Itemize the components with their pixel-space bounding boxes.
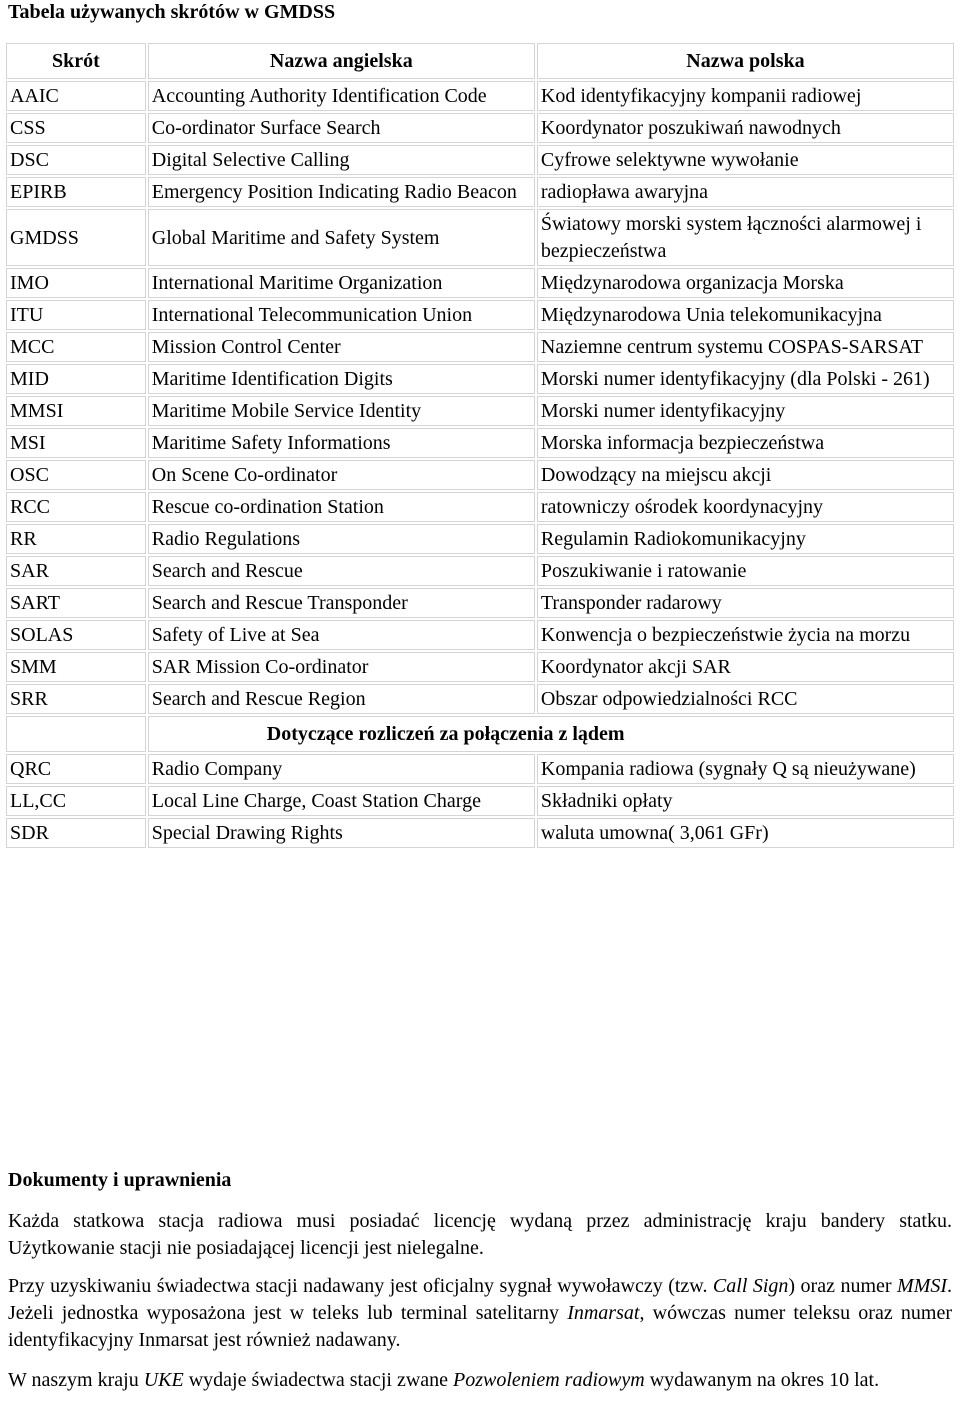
- table-header-row: [6, 43, 954, 79]
- polish-name-cell: radiopława awaryjna: [537, 177, 954, 207]
- polish-name-cell: Morski numer identyfikacyjny (dla Polski - 261): [537, 364, 954, 394]
- abbreviation-cell: SDR: [6, 818, 146, 848]
- text-segment: ) oraz numer: [788, 1275, 898, 1297]
- table-row: [6, 145, 954, 175]
- table-row: [6, 786, 954, 816]
- english-name-cell: International Maritime Organization: [148, 268, 535, 298]
- polish-name-cell: Regulamin Radiokomunikacyjny: [537, 524, 954, 554]
- polish-name-cell: Morski numer identyfikacyjny: [537, 396, 954, 426]
- abbreviation-cell: ITU: [6, 300, 146, 330]
- paragraph-uke: [8, 1367, 952, 1394]
- english-name-cell: Safety of Live at Sea: [148, 620, 535, 650]
- table-row: [6, 684, 954, 714]
- english-name-cell: Search and Rescue Region: [148, 684, 535, 714]
- abbreviation-cell: SOLAS: [6, 620, 146, 650]
- paragraph-license: Każda statkowa stacja radiowa musi posiadać licencję wydaną przez administrację kraju bandery statku. Użytkowanie stacji nie posiadającej licencji jest nielegalne.: [8, 1210, 952, 1259]
- english-name-cell: Radio Regulations: [148, 524, 535, 554]
- table-body: [6, 81, 954, 714]
- abbreviation-cell: EPIRB: [6, 177, 146, 207]
- table-row: [6, 588, 954, 618]
- polish-name-cell: Międzynarodowa Unia telekomunikacyjna: [537, 300, 954, 330]
- polish-name-cell: ratowniczy ośrodek koordynacyjny: [537, 492, 954, 522]
- abbreviation-cell: RR: [6, 524, 146, 554]
- table-row: [6, 396, 954, 426]
- table-row: [6, 209, 954, 266]
- text-segment: wydawanym na okres 10 lat.: [644, 1369, 880, 1391]
- table-row: [6, 492, 954, 522]
- paragraph-call-sign: [8, 1273, 952, 1354]
- abbreviation-cell: IMO: [6, 268, 146, 298]
- polish-name-cell: Koordynator akcji SAR: [537, 652, 954, 682]
- text-segment: , wówczas numer teleksu oraz numer identyfikacyjny Inmarsat jest również nadawany.: [8, 1302, 952, 1351]
- text-segment: W naszym kraju: [8, 1369, 144, 1391]
- english-name-cell: Digital Selective Calling: [148, 145, 535, 175]
- table-row: [6, 428, 954, 458]
- polish-name-cell: Koordynator poszukiwań nawodnych: [537, 113, 954, 143]
- table-row: [6, 364, 954, 394]
- english-name-cell: Radio Company: [148, 754, 535, 784]
- table-row: [6, 113, 954, 143]
- english-name-cell: Special Drawing Rights: [148, 818, 535, 848]
- polish-name-cell: Cyfrowe selektywne wywołanie: [537, 145, 954, 175]
- table-row: [6, 300, 954, 330]
- polish-name-cell: Dowodzący na miejscu akcji: [537, 460, 954, 490]
- english-name-cell: Maritime Safety Informations: [148, 428, 535, 458]
- text-segment: wydaje świadectwa stacji zwane: [183, 1369, 454, 1391]
- table-row: [6, 524, 954, 554]
- text-segment: Przy uzyskiwaniu świadectwa stacji nadawany jest oficjalny sygnał wywoławczy (tzw.: [8, 1275, 713, 1297]
- abbreviation-cell: MID: [6, 364, 146, 394]
- english-name-cell: SAR Mission Co-ordinator: [148, 652, 535, 682]
- abbreviation-cell: MCC: [6, 332, 146, 362]
- term-radio-permit: Pozwoleniem radiowym: [453, 1369, 645, 1391]
- abbreviation-cell: DSC: [6, 145, 146, 175]
- abbreviation-cell: GMDSS: [6, 209, 146, 266]
- polish-name-cell: Kod identyfikacyjny kompanii radiowej: [537, 81, 954, 111]
- english-name-cell: Mission Control Center: [148, 332, 535, 362]
- abbreviation-cell: SRR: [6, 684, 146, 714]
- table-row: [6, 177, 954, 207]
- table-row: [6, 268, 954, 298]
- abbreviation-cell: RCC: [6, 492, 146, 522]
- english-name-cell: Emergency Position Indicating Radio Beacon: [148, 177, 535, 207]
- header-polish-name: Nazwa polska: [537, 43, 954, 79]
- english-name-cell: Local Line Charge, Coast Station Charge: [148, 786, 535, 816]
- term-inmarsat: Inmarsat: [567, 1302, 640, 1324]
- abbreviation-cell: LL,CC: [6, 786, 146, 816]
- polish-name-cell: Międzynarodowa organizacja Morska: [537, 268, 954, 298]
- table-row: [6, 556, 954, 586]
- table-row: [6, 818, 954, 848]
- polish-name-cell: Poszukiwanie i ratowanie: [537, 556, 954, 586]
- abbreviation-cell: OSC: [6, 460, 146, 490]
- table-row: [6, 754, 954, 784]
- section-heading-row: [6, 716, 954, 752]
- english-name-cell: Rescue co-ordination Station: [148, 492, 535, 522]
- polish-name-cell: Konwencja o bezpieczeństwie życia na morzu: [537, 620, 954, 650]
- polish-name-cell: Kompania radiowa (sygnały Q są nieużywane): [537, 754, 954, 784]
- polish-name-cell: Składniki opłaty: [537, 786, 954, 816]
- english-name-cell: Maritime Mobile Service Identity: [148, 396, 535, 426]
- english-name-cell: Maritime Identification Digits: [148, 364, 535, 394]
- english-name-cell: Global Maritime and Safety System: [148, 209, 535, 266]
- polish-name-cell: waluta umowna( 3,061 GFr): [537, 818, 954, 848]
- polish-name-cell: Obszar odpowiedzialności RCC: [537, 684, 954, 714]
- english-name-cell: Search and Rescue Transponder: [148, 588, 535, 618]
- english-name-cell: On Scene Co-ordinator: [148, 460, 535, 490]
- header-abbreviation: Skrót: [6, 43, 146, 79]
- abbreviation-cell: CSS: [6, 113, 146, 143]
- table-row: [6, 332, 954, 362]
- abbreviation-cell: SART: [6, 588, 146, 618]
- header-english-name: Nazwa angielska: [148, 43, 535, 79]
- english-name-cell: Accounting Authority Identification Code: [148, 81, 535, 111]
- english-name-cell: International Telecommunication Union: [148, 300, 535, 330]
- table-row: [6, 652, 954, 682]
- abbreviation-cell: MMSI: [6, 396, 146, 426]
- polish-name-cell: Naziemne centrum systemu COSPAS-SARSAT: [537, 332, 954, 362]
- english-name-cell: Search and Rescue: [148, 556, 535, 586]
- abbreviations-table: [4, 41, 956, 850]
- abbreviation-cell: QRC: [6, 754, 146, 784]
- polish-name-cell: Morska informacja bezpieczeństwa: [537, 428, 954, 458]
- abbreviation-cell: AAIC: [6, 81, 146, 111]
- abbreviation-cell: SAR: [6, 556, 146, 586]
- table-row: [6, 620, 954, 650]
- term-uke: UKE: [143, 1369, 184, 1391]
- abbreviation-cell: SMM: [6, 652, 146, 682]
- documents-heading: Dokumenty i uprawnienia: [8, 1169, 232, 1191]
- billing-section-body: [6, 716, 954, 848]
- polish-name-cell: Światowy morski system łączności alarmowej i bezpieczeństwa: [537, 209, 954, 266]
- section-heading: Dotyczące rozliczeń za połączenia z lądem: [148, 716, 954, 752]
- table-row: [6, 81, 954, 111]
- table-row: [6, 460, 954, 490]
- document-title: Tabela używanych skrótów w GMDSS: [8, 1, 336, 23]
- term-call-sign: Call Sign: [712, 1275, 789, 1297]
- english-name-cell: Co-ordinator Surface Search: [148, 113, 535, 143]
- abbreviation-cell: MSI: [6, 428, 146, 458]
- term-mmsi: MMSI: [897, 1275, 948, 1297]
- polish-name-cell: Transponder radarowy: [537, 588, 954, 618]
- text-segment: . Jeżeli jednostka wyposażona jest w teleks lub terminal satelitarny: [8, 1275, 953, 1324]
